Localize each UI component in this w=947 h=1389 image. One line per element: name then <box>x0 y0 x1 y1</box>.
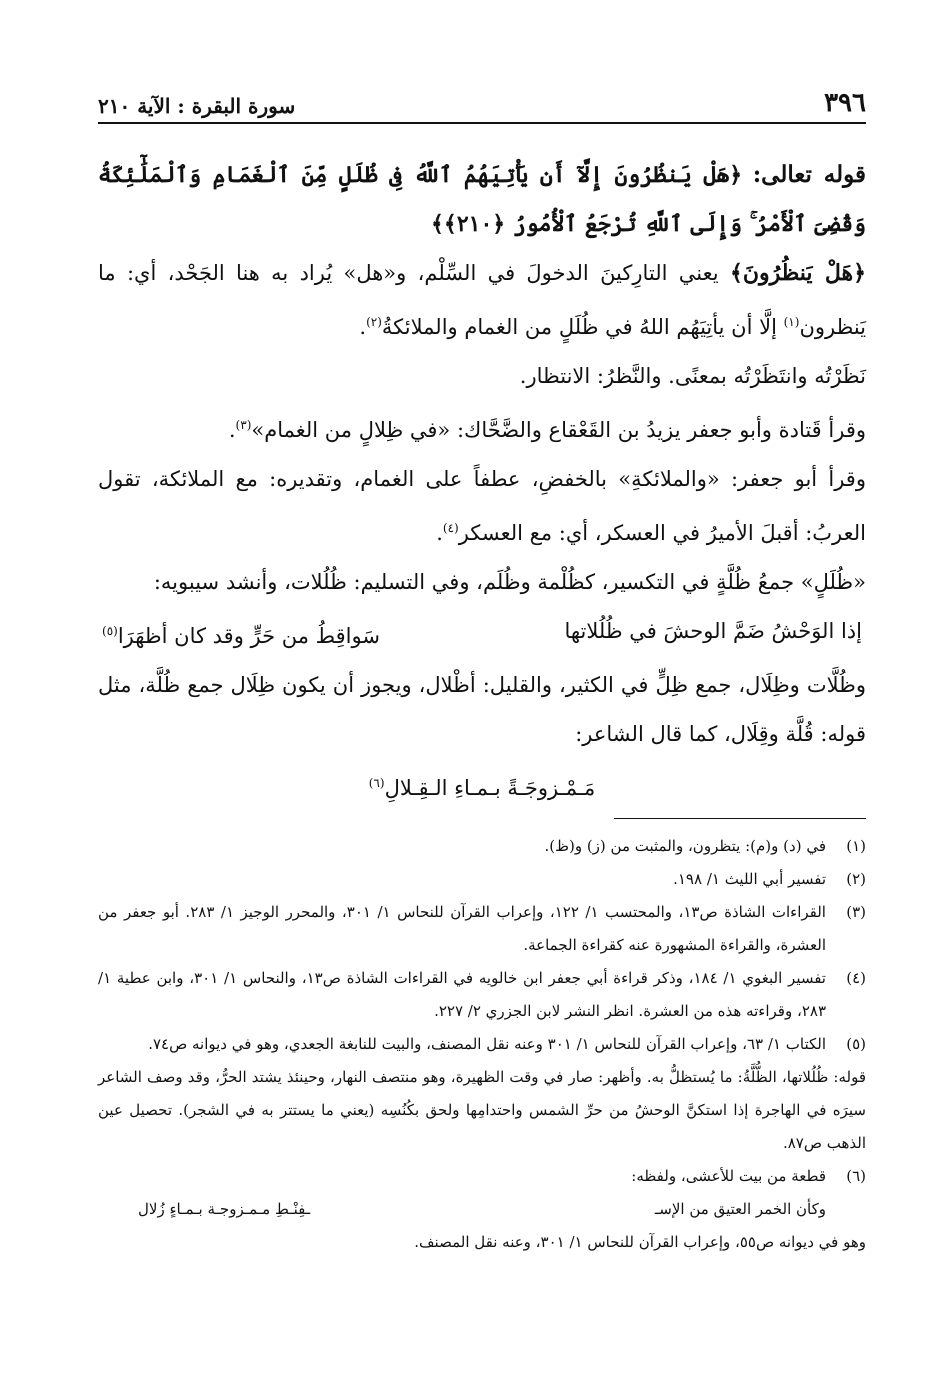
poem-verse-1 <box>98 607 866 661</box>
footnote-text: الكتاب ١/ ٦٣، وإعراب القرآن للنحاس ١/ ٣٠١ وعنه نقل المصنف، والبيت للنابغة الجعدي، وهو في ديوانه ص٧٤. <box>148 1035 826 1053</box>
poem-1-first-hemistich: إذا الوَحْشُ ضَمَّ الوحشَ في ظُلُلاتها <box>564 619 862 643</box>
paragraph-1-text-b: إلَّا أن يأتِيَهُم اللهُ في ظُلَلٍ من الغمام والملائكةُ <box>381 315 777 339</box>
poem-verse-2 <box>98 759 866 813</box>
footnote-1 <box>98 830 866 863</box>
footnote-ref-3: (٣) <box>235 418 252 432</box>
paragraph-1-end: . <box>359 315 367 339</box>
page-number: ٣٩٦ <box>824 88 866 118</box>
paragraph-4-text: وقرأ أبو جعفر: «والملائكةِ» بالخفضِ، عطفاً على الغمام، وتقديره: مع الملائكة، تقول العربُ: أقبلَ الأميرُ في العسكر، أي: مع العسكر <box>98 467 866 545</box>
footnote-6-poem-second: ـفِنْـطِ مـمـزوجـة بـمـاءٍ زُلال <box>138 1200 311 1218</box>
footnote-4 <box>98 962 866 1028</box>
footnote-number: (١) <box>846 837 866 855</box>
footnote-ref-4: (٤) <box>442 521 459 535</box>
paragraph-3-text: وقرأ قَتادة وأبو جعفر يزيدُ بن القَعْقاع والضَّحَّاك: «في ظِلالٍ من الغمام» <box>251 418 866 442</box>
poem-1-second-hemistich: سَواقِطُ من حَرٍّ وقد كان أظهَرَا <box>117 624 380 648</box>
footnote-number: (٥) <box>846 1035 866 1053</box>
footnote-number: (٣) <box>846 903 866 921</box>
footnote-number: (٢) <box>846 870 866 888</box>
paragraph-6: وظُلَّات وظِلَال، جمع ظِلٍّ في الكثير، والقليل: أظْلال، ويجوز أن يكون ظِلَال جمع ظُلَّة، مثل قوله: قُلَّة وقِلَال، كما قال الشاعر: <box>98 673 866 746</box>
paragraph-5: «ظُلَلٍ» جمعُ ظُلَّةٍ في التكسير، كظُلْمة وظُلَم، وفي التسليم: ظُلُلات، وأنشد سيبويه: <box>153 570 866 594</box>
paragraph-2: نَظَرْتُه وانتَظَرْتُه بمعنًى. والنَّظرُ: الانتظار. <box>519 364 866 388</box>
footnote-ref-6: (٦) <box>368 776 385 790</box>
verse-intro: قوله تعالى: <box>752 161 866 188</box>
running-title: سورة البقرة : الآية ٢١٠ <box>98 94 296 118</box>
paragraph-4-end: . <box>436 521 443 545</box>
paragraph-4 <box>98 455 866 558</box>
paragraph-1 <box>98 249 866 352</box>
footnote-3 <box>98 896 866 962</box>
verse-paragraph <box>98 150 866 249</box>
footnote-ref-5: (٥) <box>102 624 118 638</box>
poem-1-second-hemistich-wrap <box>102 607 380 661</box>
footnote-text: القراءات الشاذة ص١٣، والمحتسب ١/ ١٢٢، وإعراب القرآن للنحاس ١/ ٣٠١، والمحرر الوجيز ١/ ٢٨٣. أبو جعفر من العشرة، والقراءة المشهورة عنه كقراءة الجماعة. <box>98 903 826 954</box>
paragraph-1-text-a: يعني التارِكينَ الدخولَ في السِّلْم، و«هل» يُراد به هنا الجَحْد، أي: ما يَنظرون <box>98 261 866 339</box>
footnote-ref-2: (٢) <box>366 315 382 329</box>
paragraph-3 <box>98 401 866 455</box>
footnote-number: (٤) <box>846 969 866 987</box>
footnote-6 <box>98 1160 866 1193</box>
main-text <box>98 150 866 813</box>
footnote-5-continuation: قوله: ظُلُلاتها، الظُّلَّةُ: ما يُستظلُّ به. وأظهر: صار في وقت الظهيرة، وهو منتصف النهار، وحينئذ يشتد الحرُّ، وقد وصف الشاعر سيرَه في الهاجرة إذا استكنَّ الوحشُ من حرِّ الشمس واحتدامِها ولحق بكُنُسِه (يعني ما يستتر به في الشجر). تحصيل عين الذهب ص٨٧. <box>98 1068 866 1152</box>
poem-2-text: مَـمْـزوجَـةً بـمـاءِ الـقِـلالِ <box>384 776 596 800</box>
footnote-text: قطعة من بيت للأعشى، ولفظه: <box>631 1167 826 1185</box>
quran-verse: ﴿هَلْ يَنظُرُونَ إِلَّآ أَن يَأْتِيَهُمُ ٱللَّهُ فِى ظُلَلٍ مِّنَ ٱلْغَمَامِ وَٱلْمَلَٰٓئِكَةُ وَقُضِىَ ٱلْأَمْرُ ۚ وَإِلَى ٱللَّهِ تُرْجَعُ ٱلْأُمُورُ ﴿٢١٠﴾﴾ <box>98 162 866 237</box>
footnote-2 <box>98 863 866 896</box>
footnotes <box>98 830 866 1259</box>
footnote-6-poem <box>98 1193 866 1226</box>
footnote-number: (٦) <box>846 1167 866 1185</box>
footnote-divider <box>614 818 866 819</box>
footnote-text: تفسير أبي الليث ١/ ١٩٨. <box>673 870 826 888</box>
quoted-verse: ﴿هَلْ يَنظُرُونَ﴾ <box>729 260 866 286</box>
footnote-text: تفسير البغوي ١/ ١٨٤، وذكر قراءة أبي جعفر ابن خالويه في القراءات الشاذة ص١٣، والنحاس ١/ ٣٠١، وابن عطية ١/ ٢٨٣، وقراءته هذه من العشرة. انظر النشر لابن الجزري ٢/ ٢٢٧. <box>98 969 826 1020</box>
footnote-text: في (د) و(م): يتظرون، والمثبت من (ز) و(ظ). <box>544 837 826 855</box>
footnote-5 <box>98 1028 866 1061</box>
footnote-6-tail: وهو في ديوانه ص٥٥، وإعراب القرآن للنحاس ١/ ٣٠١، وعنه نقل المصنف. <box>414 1233 866 1251</box>
footnote-ref-1: (١) <box>783 315 800 329</box>
page-header <box>98 80 866 124</box>
paragraph-3-end: . <box>228 418 236 442</box>
footnote-6-poem-first: وكأن الخمر العتيق من الإسـ <box>654 1200 826 1218</box>
